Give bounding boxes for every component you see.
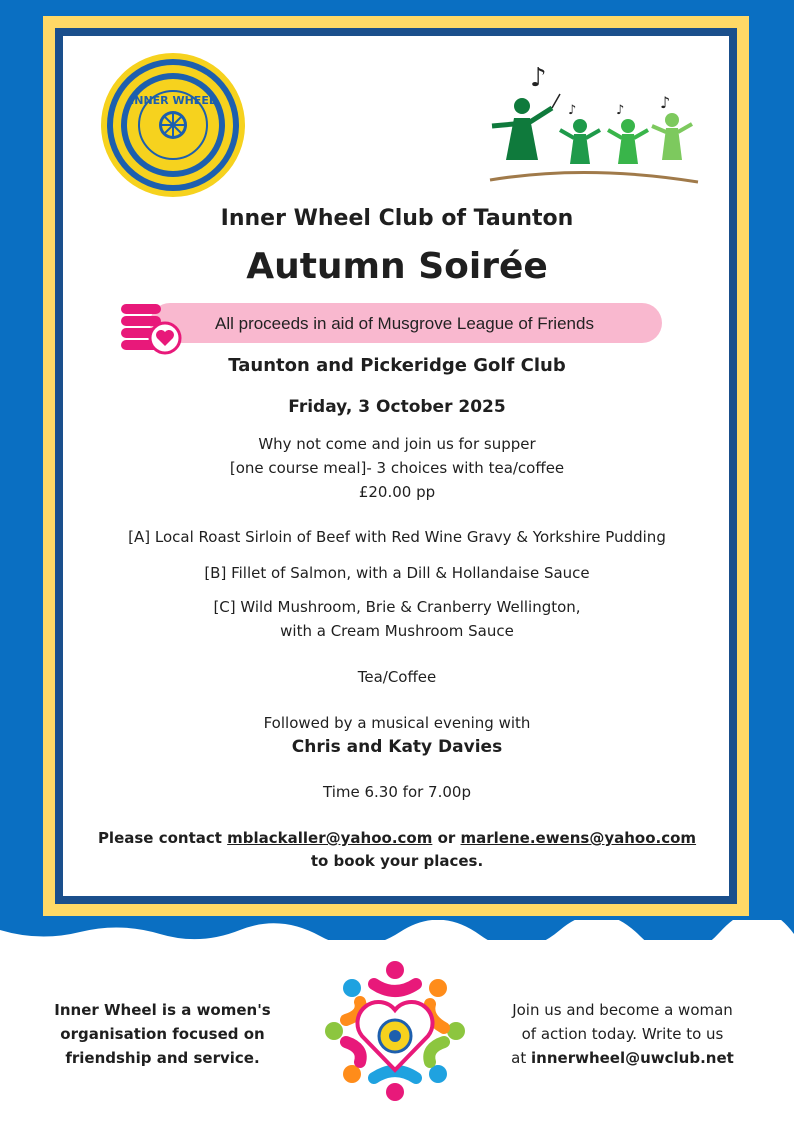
email-link-1[interactable]: mblackaller@yahoo.com	[227, 829, 433, 847]
event-time: Time 6.30 for 7.00p	[323, 783, 471, 801]
footer-email-link[interactable]: innerwheel@uwclub.net	[531, 1049, 734, 1067]
footer-right-prefix: at	[511, 1049, 532, 1067]
event-date: Friday, 3 October 2025	[288, 397, 506, 417]
wave-divider	[0, 920, 794, 960]
footer-right-line-1: Join us and become a woman	[512, 1001, 733, 1019]
footer-right-line-2: of action today. Write to us	[521, 1025, 724, 1043]
menu-option-b: [B] Fillet of Salmon, with a Dill & Hollandaise Sauce	[204, 564, 590, 582]
footer-left-line-1: Inner Wheel is a women's	[54, 1001, 271, 1019]
performers: Chris and Katy Davies	[291, 737, 503, 757]
menu-option-c-line-1: [C] Wild Mushroom, Brie & Cranberry Wellington,	[213, 598, 581, 616]
drinks: Tea/Coffee	[357, 668, 437, 686]
conductor-figure	[492, 94, 560, 160]
contact-line-2: to book your places.	[310, 852, 484, 870]
svg-text:♪: ♪	[660, 93, 671, 112]
contact-joiner: or	[432, 829, 461, 847]
entertainment-intro: Followed by a musical evening with	[263, 714, 531, 732]
club-name: Inner Wheel Club of Taunton	[220, 206, 574, 231]
contact-line	[0, 829, 794, 847]
footer-left-line-3: friendship and service.	[65, 1049, 260, 1067]
charity-banner-text: All proceeds in aid of Musgrove League of Friends	[215, 314, 594, 333]
footer-left-line-2: organisation focused on	[60, 1025, 265, 1043]
venue: Taunton and Pickeridge Golf Club	[228, 355, 566, 376]
menu-option-a: [A] Local Roast Sirloin of Beef with Red Wine Gravy & Yorkshire Pudding	[128, 528, 666, 546]
event-title: Autumn Soirée	[246, 246, 548, 287]
footer-mission	[40, 998, 285, 1070]
intro-line-1: Why not come and join us for supper	[258, 435, 536, 453]
footer-right-line-3	[480, 1046, 765, 1070]
choir-illustration	[486, 64, 700, 186]
menu-option-c-line-2: with a Cream Mushroom Sauce	[280, 622, 514, 640]
inner-wheel-logo	[100, 52, 246, 198]
footer-join	[480, 998, 765, 1070]
members-circle-logo	[322, 958, 468, 1104]
svg-text:♪: ♪	[568, 103, 577, 118]
donation-coins-icon	[115, 300, 185, 356]
email-link-2[interactable]: marlene.ewens@yahoo.com	[460, 829, 697, 847]
svg-text:♪: ♪	[530, 64, 547, 93]
price: £20.00 pp	[358, 483, 436, 501]
svg-text:♪: ♪	[616, 103, 625, 118]
contact-prefix: Please contact	[97, 829, 228, 847]
intro-line-2: [one course meal]- 3 choices with tea/coffee	[229, 459, 565, 477]
svg-text:INNER WHEEL: INNER WHEEL	[130, 94, 216, 107]
